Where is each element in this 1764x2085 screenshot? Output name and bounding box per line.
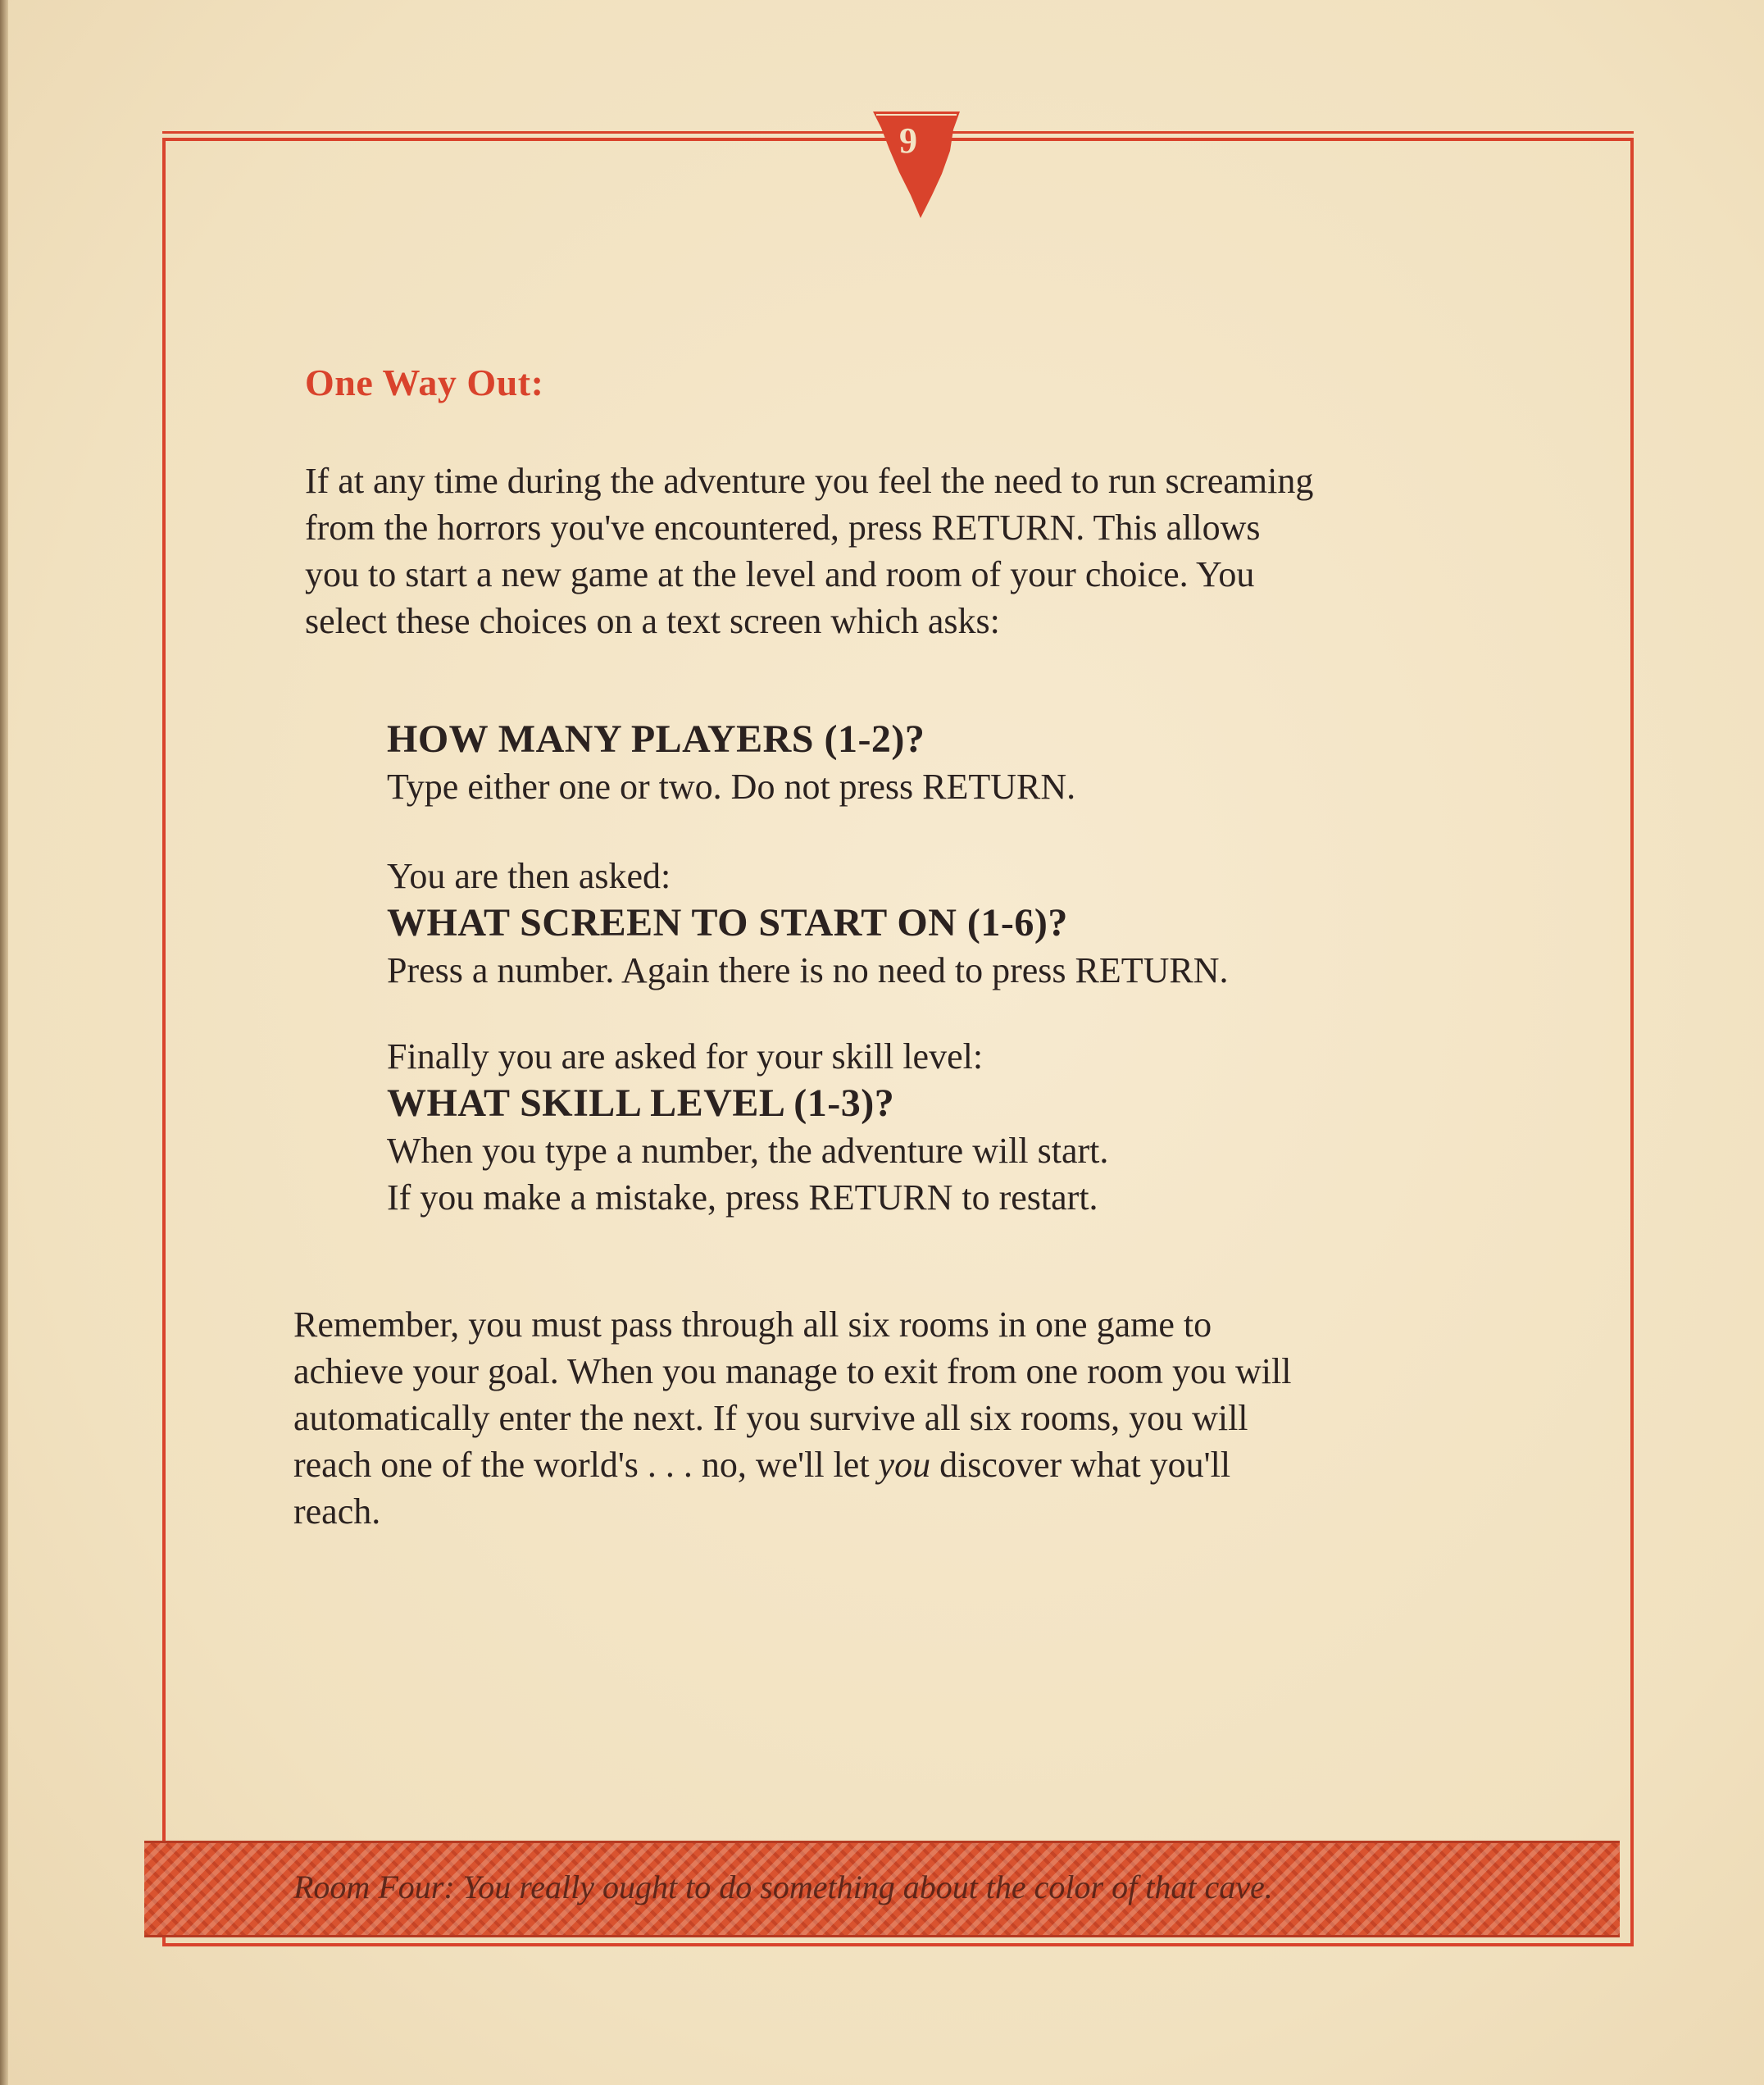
prompt-instruction: If you make a mistake, press RETURN to restart. xyxy=(387,1177,1098,1218)
intro-line: from the horrors you've encountered, press RETURN. This allows xyxy=(305,508,1261,548)
prompt-title: WHAT SCREEN TO START ON (1-6)? xyxy=(387,901,1068,945)
band-caption: Room Four: You really ought to do something about the color of that cave. xyxy=(293,1869,1273,1905)
closing-line: Remember, you must pass through all six rooms in one game to xyxy=(293,1304,1212,1345)
closing-line: achieve your goal. When you manage to exit from one room you will xyxy=(293,1351,1292,1391)
page-spine xyxy=(0,0,8,2085)
intro-paragraph xyxy=(305,458,1493,644)
section-heading: One Way Out: xyxy=(305,362,544,403)
closing-line: reach. xyxy=(293,1491,381,1532)
intro-line: If at any time during the adventure you feel the need to run screaming xyxy=(305,461,1314,501)
closing-line: automatically enter the next. If you survive all six rooms, you will xyxy=(293,1398,1248,1438)
page-number: 9 xyxy=(899,121,917,161)
prompt-instruction: Press a number. Again there is no need to press RETURN. xyxy=(387,950,1229,990)
prompt-lead: Finally you are asked for your skill level: xyxy=(387,1036,984,1077)
prompt-instruction: Type either one or two. Do not press RETURN. xyxy=(387,767,1076,807)
intro-line: you to start a new game at the level and room of your choice. You xyxy=(305,554,1255,594)
closing-text: reach one of the world's . . . no, we'll let xyxy=(293,1445,879,1485)
closing-text: discover what you'll xyxy=(930,1445,1231,1485)
prompt-players xyxy=(387,716,1534,810)
intro-line: select these choices on a text screen which asks: xyxy=(305,601,1000,641)
prompt-instruction: When you type a number, the adventure will start. xyxy=(387,1131,1109,1171)
prompt-screen xyxy=(387,853,1534,994)
prompt-title: HOW MANY PLAYERS (1-2)? xyxy=(387,717,925,761)
prompt-skill xyxy=(387,1033,1534,1221)
prompt-title: WHAT SKILL LEVEL (1-3)? xyxy=(387,1081,895,1125)
prompt-lead: You are then asked: xyxy=(387,856,671,896)
emphasis-word: you xyxy=(878,1445,931,1485)
closing-paragraph xyxy=(293,1301,1482,1535)
closing-line xyxy=(293,1441,1482,1488)
